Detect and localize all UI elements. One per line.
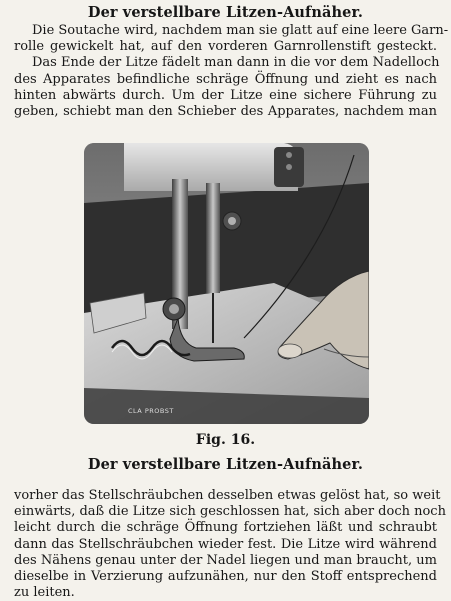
text-line: Das Ende der Litze fädelt man dann in die vor dem Nadelloch xyxy=(32,55,440,71)
text-line: des Apparates befindliche schräge Öffnung und zieht es nach xyxy=(14,71,437,87)
text-line: rolle gewickelt hat, auf den vorderen Garnrollenstift gesteckt. xyxy=(14,39,437,55)
text-line: einwärts, daß die Litze sich geschlossen hat, sich aber doch noch xyxy=(14,504,446,520)
needle-bar xyxy=(206,183,220,293)
paragraph-top xyxy=(14,23,449,120)
text-line: geben, schiebt man den Schieber des Apparates, nachdem man xyxy=(14,104,437,120)
text-line: leicht durch die schräge Öffnung fortziehen läßt und schraubt xyxy=(14,520,437,536)
text-line: des Nähens genau unter der Nadel liegen und man braucht, um xyxy=(14,552,437,568)
figure-caption: Fig. 16. xyxy=(195,432,256,448)
text-line: zu leiten. xyxy=(14,585,75,601)
paragraph-bottom xyxy=(14,488,446,601)
text-line: hinten abwärts durch. Um der Litze eine sichere Führung zu xyxy=(14,87,437,103)
text-line: dieselbe in Verzierung aufzunähen, nur den Stoff entsprechend xyxy=(14,569,437,585)
text-line: Die Soutache wird, nachdem man sie glatt auf eine leere Garn- xyxy=(32,23,449,38)
text-line: vorher das Stellschräubchen desselben etwas gelöst hat, so weit xyxy=(14,488,441,503)
sewing-machine-illustration xyxy=(84,143,369,424)
section-heading-top: Der verstellbare Litzen-Aufnäher. xyxy=(87,4,364,21)
sewing-machine-figure xyxy=(84,143,369,424)
text-line: dann das Stellschräubchen wieder fest. Die Litze wird während xyxy=(14,536,437,552)
photo-credit: CLA PROBST xyxy=(128,407,174,415)
section-heading-bottom: Der verstellbare Litzen-Aufnäher. xyxy=(87,456,364,473)
